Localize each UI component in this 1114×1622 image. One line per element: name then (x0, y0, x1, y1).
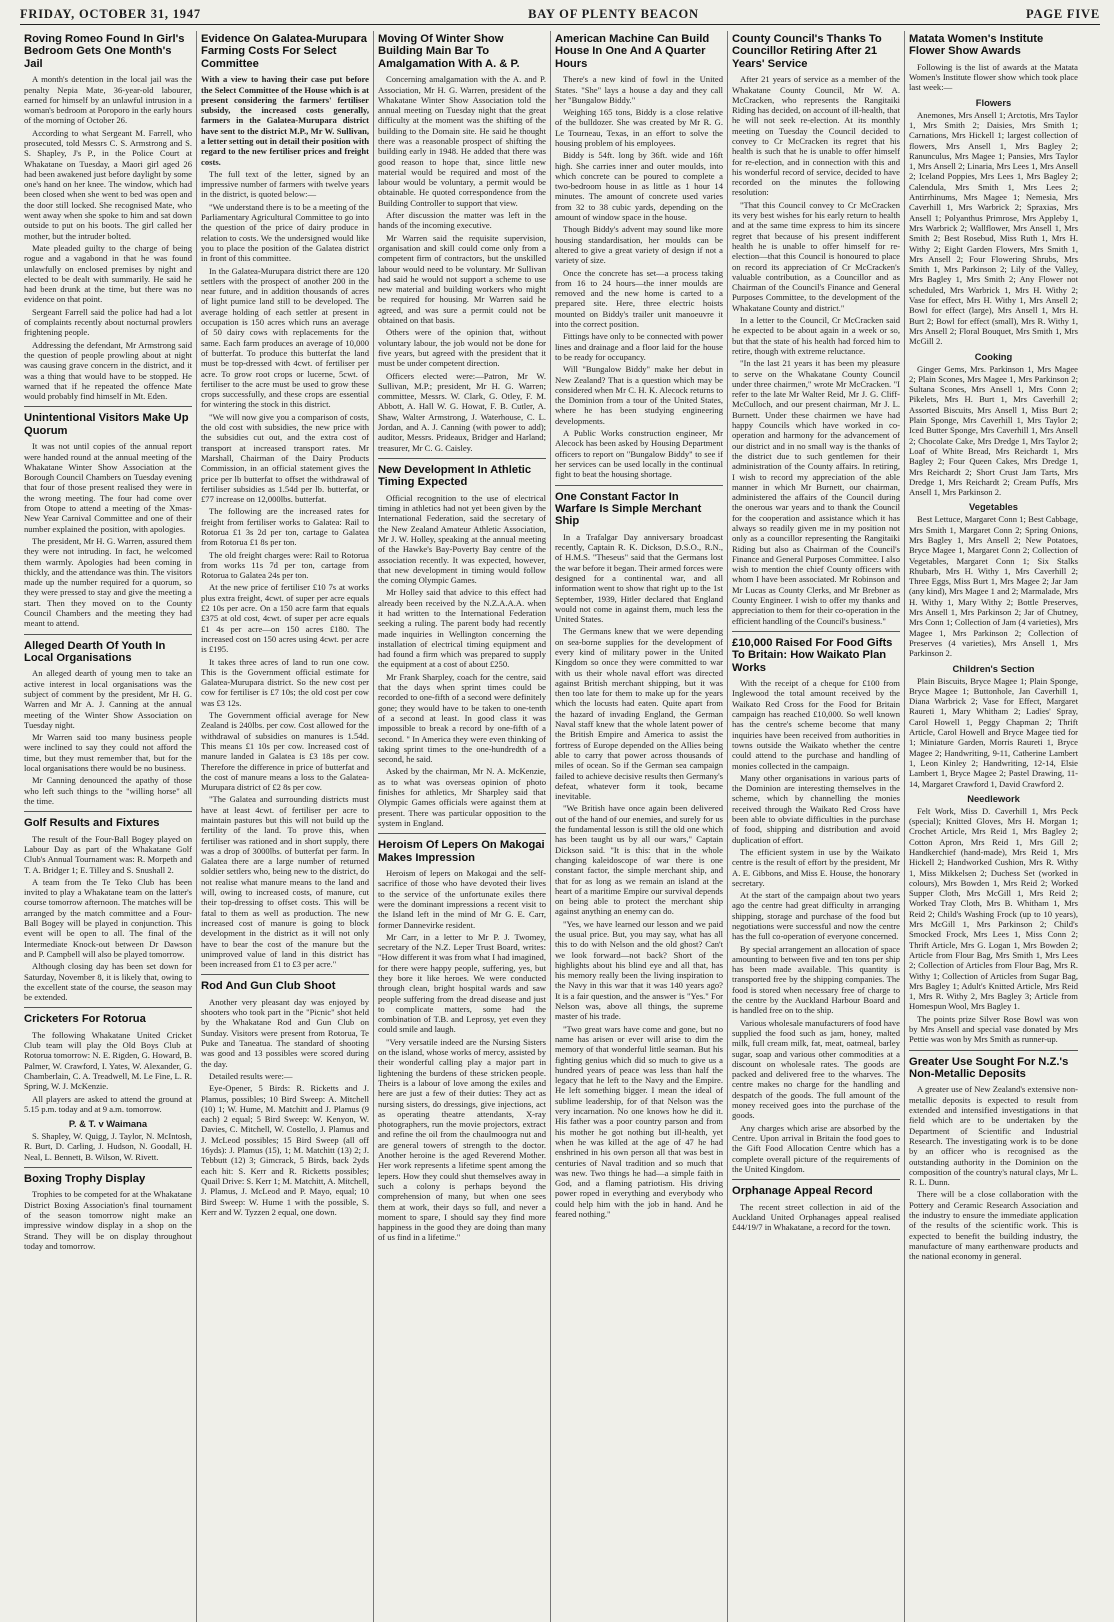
paragraph: Although closing day has been set down for Saturday, November 8, it is likely that, owing to the excellent state of the course, the season may be extended. (24, 961, 192, 1003)
divider (378, 833, 546, 834)
subheading: P. & T. v Waimana (68, 1118, 148, 1130)
paragraph: Officers elected were:—Patron, Mr W. Sullivan, M.P.; president, Mr H. G. Warren; committee, Messrs. W. Clark, G. Otley, F. M. Abbott, A. Hall W. G. Howat, F. B. Cutler, A. Shaw, Walter Armstrong, J. Waterhouse, C. L. Jordan, and A. J. Canning (with power to add); auditor, Messrs. Prideaux, Bridger and Harland; treasurer, Mr C. G. Caisley. (378, 370, 546, 453)
paragraph: The result of the Four-Ball Bogey played on Labour Day as part of the Whakatane Golf Club's Annual Tournament was: R. Morpeth and T. A. Bridger 1; E. Tilley and S. Snushall 2. (24, 833, 192, 875)
paragraph: Various wholesale manufacturers of food have supplied the food such as jam, honey, malted milk, full cream milk, fat, meat, oatmeal, barley sugar, soap and various other commodities at a discount on wholesale rates. The goods are packed and delivered free to the wharves. The centre makes no charge for the handling and despatch of the goods. The full amount of the money received goes into the purchase of the goods. (732, 1017, 900, 1121)
headline: American Machine Can Build House In One And A Quarter Hours (555, 33, 710, 70)
article-county-council-thanks (732, 33, 900, 626)
headline: Matata Women's Institute Flower Show Awards (909, 33, 1044, 58)
paragraph: Concerning amalgamation with the A. and P. Association, Mr H. G. Warren, president of the Whakatane Winter Show Association told the annual meeting on Tuesday night that the great difficulty at the moment was the shifting of the building to the Domain site. He said he thought there was a reasonable prospect of shifting the building early in 1948. He added that there was good reason to hope that, since little new material would be required and most of the labour would be voluntary, a permit would be obtainable. He quoted correspondence from the Building Controller to support that view. (378, 74, 546, 208)
section-heading: Needlework (967, 792, 1020, 804)
paragraph: Any charges which arise are absorbed by the Centre. Upon arrival in Britain the food goes to the Gift Food Allocation Centre which has a complete overall picture of the requirements of the United Kingdom. (732, 1122, 900, 1174)
divider (24, 1167, 192, 1168)
paragraph: The full text of the letter, signed by an impressive number of farmers with twelve years in the district, is quoted below:— (201, 168, 369, 200)
paragraph: Ginger Gems, Mrs. Parkinson 1, Mrs Magee 2; Plain Scones, Mrs Magee 1, Mrs Parkinson 2; Sultana Scones, Mrs Ansell 1, Mrs Conn 2; Pikelets, Mrs H. Burt 1, Mrs Caverhill 2; Assorted Biscuits, Mrs Ansell 1, Miss Burt 2; Plain Sponge, Mrs Caverhill 1, Mrs Taylor 2; Iced Butter Sponge, Mrs Caverhill 1, Mrs Ansell 2; Chocolate Cake, Mrs Dredge 1, Mrs Taylor 2; Loaf of White Bread, Mrs Reichardt 1, Mrs Bagley 2; Four Queen Cakes, Mrs Dredge 1, Mrs Reichardt 2; Short Crust Jam Tarts, Mrs Dredge 1, Mrs Reichardt 2; Cream Puffs, Mrs Ansell 1, Mrs Parkinson 2. (909, 363, 1078, 498)
article-dearth-of-youth (24, 640, 192, 807)
columns (20, 31, 1100, 1622)
paragraph: S. Shapley, W. Quigg, J. Taylor, N. McIntosh, R. Burt, D. Carling, J. Hudson, N. Goodall, H. Neal, L. Bennett, B. Wilson, W. Rivett. (24, 1131, 192, 1162)
section-heading: Vegetables (969, 501, 1018, 513)
paragraph: The recent street collection in aid of the Auckland United Orphanages appeal realised £44/19/7 in Whakatane, a record for the town. (732, 1201, 900, 1233)
paragraph: The following are the increased rates for freight from fertiliser works to Galatea: Rail to Rotorua £1 3s 2d per ton, cartage to Galatea from Rotorua £1 8s per ton. (201, 506, 369, 548)
headline: One Constant Factor In Warfare Is Simple Merchant Ship (555, 490, 702, 528)
paragraph: "We British have once again been delivered out of the hand of our enemies, and surely for us the fundamental lesson is still the old one which has been taught us by all our wars," Captain Dickson said. "It is this: that in the whole changing kaleidoscope of war there is one constant factor, the simple merchant ship, and that for as long as we remain an island at the heart of a maritime Empire our survival depends on being able to protect the merchant ship against anything an enemy can do. (555, 803, 723, 917)
paragraph: The Germans knew that we were depending on sea-borne supplies for the development of every kind of military power in the United Kingdom so once they were committed to war with us their whole naval effort was directed against British merchant shipping, but it was then too late for them to make up for the years which the locusts had eaten. Quite apart from the hazard of invading England, the German Naval staff knew that the whole latent power of the British Empire and America to assist the fortress of Europe depended on the Allies being able to carry that power across thousands of miles of ocean. So if the German sea campaign failed to achieve decisive results then Germany's defeat, whatever form it took, became inevitable. (555, 626, 723, 802)
divider (201, 974, 369, 975)
divider (378, 458, 546, 459)
paragraph: It takes three acres of land to run one cow. This is the Government official estimate for Galatea-Murupara district. So the new cost per cow for fertiliser is £7 10s; the old cost per cow was £3 12s. (201, 656, 369, 708)
paragraph: Mr Frank Sharpley, coach for the centre, said that the days when sprint times could be recorded to one-fifth of a second were definitely gone; they would have to be taken to one-tenth of a second at least. In good class it was impossible to break a record by one-fifth of a second. " In America they were even thinking of taking sprint times to the one-hundredth of a second, he said. (378, 671, 546, 765)
article-boxing-trophy (24, 1173, 192, 1251)
paragraph: According to what Sergeant M. Farrell, who prosecuted, told Messrs C. S. Armstrong and S. S. Shapley, J's P., in the Police Court at Whakatane on Tuesday, a Maori girl aged 26 had been awakened just before daylight by some one's hand on her knee. The window, which had been closed when she went to bed was open and the door still locked. She recognised Mate, who went away when she spoke to him and sat down outside to put on his boots. The girl called her mother, but the intruder bolted. (24, 127, 192, 241)
section-heading: Flowers (975, 96, 1012, 108)
paragraph: Mr Warren said the requisite supervision, organisation and skill could come only from a competent firm of contractors, but the unskilled labour would need to be voluntary. Mr Sullivan had said he would not support a scheme to use new material and building workers who might be required for housing. Mr Warren said he agreed, and was sure a permit could not be obtained on that basis. (378, 232, 546, 326)
paragraph: Eye-Opener, 5 Birds: R. Ricketts and J. Plamus, possibles; 10 Bird Sweep: A. Mitchell (10) 1; W. Hume, M. Matchitt and J. Plamus (9 each) 2 equal; 5 Bird Sweep: W. Kenyon, W. Davies, C. Mitchell, W. Costello, J. Plamus and J. McLeod possibles; 15 Bird Sweep (all off 16yds): J. Plamus (15), 1; M. Matchitt (13) 2; J. Tebbutt (12) 3; Gimcrack, 5 Birds, back 2yds each hit: S. Kerr and R. Ricketts possibles; Quail Drive: S. Kerr 1; M. Matchitt, A. Mitchell, J. Plamus, J. McLeod and P. Mayo, equal; 10 Bird Sweep: W. Hume 1 with the possible, S. Kerr and W. Tyzzen 2 equal, one down. (201, 1083, 369, 1217)
article-american-machine (555, 33, 723, 480)
headline: Rod And Gun Club Shoot (201, 980, 336, 993)
paragraph: "Yes, we have learned our lesson and we paid the usual price. But, you may say, what has all this to do with Nelson and the old ghost? Can't we look forward—not back? Short of the highlights about his blind eye and all that, has his memory really been the living inspiration to the Navy in this war that it was 140 years ago? It is a fair question, and the answer is "Yes." For Nelson was, above all things, the supreme master of his trade. (555, 918, 723, 1022)
paragraph: There will be a close collaboration with the Pottery and Ceramic Research Association and the industry to ensure the immediate application of the results of the scientific work. This is expected to benefit the building industry, the manufacture of many earthenware products and the national economy in general. (909, 1189, 1078, 1262)
paragraph: At the start of the campaign about two years ago the centre had great difficulty in arranging shipping, storage and purchase of the food but negotiations were successful and now the centre has the full co-operation of everyone concerned. (732, 890, 900, 942)
paragraph: In the Galatea-Murupara district there are 120 settlers with the prospect of another 200 in the near future, and in addition thousands of acres of light pumice land still to be developed. The average holding of each settler at present in occupation is 150 acres which runs an average of 50 dairy cows with replacements for the same. Each farm produces an average of 10,000 of butterfat. To produce this butterfat the land must be top-dressed with 4cwt. of fertiliser per acre. To grow root crops or lucerne, 5cwt. of fertiliser to the acre must be used to grow these crops successfully, and these crops are essential for wintering the stock in this district. (201, 265, 369, 410)
paragraph: The Government official average for New Zealand is 240lbs. per cow. Cost allowed for the withdrawal of subsidies on manures is 1.54d. This means £1 10s per cow. Increased cost of manure landed in Galatea is £3 18s per cow. Therefore the difference in price of butterfat and the cost of manure means a loss to the Galatea-Murupara district of £2 8s per cow. (201, 710, 369, 793)
paragraph: Felt Work, Miss D. Caverhill 1, Mrs Peck (special); Knitted Gloves, Mrs H. Morgan 1; Crochet Article, Mrs Reid 1, Mrs Bagley 2; Cotton Apron, Mrs Reid 1, Mrs Gill 2; Handkerchief (hand-made), Mrs Reid 1, Mrs Hickell 2; Handworked Cushion, Mrs R. Withy 1, Miss Mikkelsen 2; Duchess Set (worked in colours), Mrs Bowden 1, Mrs Reid 2; Worked Supper Cloth, Mrs McGill 1, Mrs Reid 2; Worked Tray Cloth, Mrs B. Whitham 1, Mrs Reid 2; Child's Washing Frock (up to 10 years), Mrs McGill 1, Mrs Parkinson 2; Child's Smocked Frock, Mrs Lees 1, Miss Conn 2; Thrift Article, Mrs G. Logan 1, Mrs Bowden 2; Article from Flour Bag, Mrs Smith 1, Mrs Lees 2; Collection of Articles from Flour Bag, Mrs R. Withy 1; Collection of Articles from Sugar Bag, Mrs Bagley 1; Adult's Knitted Article, Mrs Reid 1, Mrs R. Withy 2, Mrs Bagley 3; Article from Homespun Wool, Mrs Bagley 1. (909, 805, 1078, 1012)
article-roving-romeo (24, 33, 192, 401)
headline: Boxing Trophy Display (24, 1173, 146, 1186)
paragraph: Mr Canning denounced the apathy of those who left such things to the "willing horse" all the time. (24, 775, 192, 806)
paragraph: Weighing 165 tons, Biddy is a close relative of the bulldozer. She was created by Mr R. G. Le Tourneau, Texas, in an effort to solve the housing problem of his employees. (555, 107, 723, 148)
column-4 (551, 31, 728, 1622)
article-galatea-farming (201, 33, 369, 969)
paragraph: Others were of the opinion that, without voluntary labour, the job would not be done for five years, but agreed with the president that it must be under competent direction. (378, 327, 546, 369)
paragraph: Sergeant Farrell said the police had had a lot of complaints recently about nocturnal prowlers frightening people. (24, 306, 192, 338)
paragraph: "We understand there is to be a meeting of the Parliamentary Agricultural Committee to go into the question of the price of dairy produce in relation to costs. We the undersigned would like you to place the position of the Galatea district in front of this committee. (201, 201, 369, 264)
paragraph: Anemones, Mrs Ansell 1; Arctotis, Mrs Taylor 1, Mrs Smith 2; Daisies, Mrs Smith 1; Carnations, Mrs Hickell 1; largest collection of flowers, Mrs Ansell 1, Mrs Bagley 2; Ranunculus, Mrs Magee 1; Pansies, Mrs Taylor 1, Mrs Ansell 2; Linaria, Mrs Lees 1, Mrs Ansell 2; Iceland Poppies, Mrs Lees 1, Mrs Bagley 2; Calendula, Mrs Smith 1, Mrs Lees 2; Antirrhinums, Mrs Magee 1; Nemesia, Mrs Caverhill 1, Mrs Warbrick 2; Spraxias, Mrs Ansell 1; Polyanthus Primrose, Mrs Appleby 1, Mrs Warbrick 2; Wallflower, Mrs Ansell 1, Mrs Smith 2; Best Rosebud, Miss Ruth 1, Mrs H. Withy 2; Eight Garden Flowers, Mrs Smith 1, Mrs Ansell 2; Four Flowering Shrubs, Mrs Smith 1, Mrs Parkinson 2; Lily of the Valley, Mrs Bagley 1, Mrs Smith 2; Any Flower not scheduled, Mrs Warbrick 1, Mrs H. Withy 2; Vase for effect, Mrs H. Withy 1, Mrs Ansell 2; Bowl for effect (large), Mrs Ansell 1, Mrs H. Burt 2; Bowl for effect (small), Mrs R. Withy 1, Mrs Ansell 2; Floral Bouquet, Mrs Smith 1, Mrs McGill 2. (909, 109, 1078, 347)
paragraph: It was not until copies of the annual report were handed round at the annual meeting of the Whakatane Winter Show Association at the Borough Council Chambers on Tuesday evening that four of those present realised they were in the wrong meeting. The four had come over from Otope to attend a meeting of the Xmas-New Year Carnival Committee and one of their number explained the position, with apologies. (24, 441, 192, 534)
headline: Orphanage Appeal Record (732, 1185, 873, 1198)
paragraph: Fittings have only to be connected with power lines and drainage and a floor laid for the house to be ready for occupancy. (555, 331, 723, 362)
divider (24, 406, 192, 407)
paragraph: Mr Carr, in a letter to Mr P. J. Twomey, secretary of the N.Z. Leper Trust Board, writes: "How different it was from what I had imagined, for there were happy people, suffering, yes, but they bore it like heroes. We were conducted through clean, bright hospital wards and saw people suffering from the dread disease and just to complicate matters, some had the combination of T.B. and Leprosy, yet even they could smile and laugh. (378, 931, 546, 1035)
section-heading: Children's Section (952, 662, 1035, 674)
paragraph: Official recognition to the use of electrical timing in athletics had not yet been given by the International Federation, said the secretary of the New Zealand Amateur Athletic Association, Mr J. W. Holley, speaking at the annual meeting of the Hawke's Bay-Poverty Bay centre of the association recently. It was expected, however, that new development in timing would follow the coming Olympic Games. (378, 492, 546, 586)
headline: New Development In Athletic Timing Expected (378, 463, 532, 489)
column-1 (20, 31, 197, 1622)
divider (909, 1050, 1078, 1051)
article-rod-gun-club (201, 980, 369, 1217)
paragraph: In a letter to the Council, Cr McCracken said he expected to be about again in a week or so, but that the state of his health had forced him to retire, though with extreme reluctance. (732, 315, 900, 356)
article-golf-results (24, 817, 192, 1002)
article-lepers-makogai (378, 839, 546, 1243)
paragraph: The points prize Silver Rose Bowl was won by Mrs Ansell and special vase donated by Mrs Pettie was won by Mrs Smith as runner-up. (909, 1013, 1078, 1045)
column-3 (374, 31, 551, 1622)
headline: County Council's Thanks To Councillor Retiring After 21 Years' Service (732, 33, 882, 70)
paragraph: After 21 years of service as a member of the Whakatane County Council, Mr W. A. McCracken, who represents the Rangitaiki Riding has decided, on account of ill-health, that he will not seek re-election. At its monthly meeting on Tuesday the Council decided to convey to Cr McCracken its regret that his health is such that he is unable to offer himself for re-election, and in connection with this and his wonderful record of service, decided to have recorded on the minutes the following resolution: (732, 74, 900, 198)
paragraph: Mr Holley said that advice to this effect had already been received by the N.Z.A.A.A. when it had written to the International Federation seeking a ruling. The parent body had recently made inquiries in Wellington concerning the installation of electrical timing equipment and had found a firm which was prepared to supply the equipment at a cost of about £250. (378, 587, 546, 670)
paragraph: With the receipt of a cheque for £100 from Inglewood the total amount received by the Waikato Red Cross for the Food for Britain campaign has reached £10,000. So well known has the centre's scheme become that many inquiries have been received from authorities in towns outside the Waikato whether the centre could attend to the purchase and handling of monies collected in the campaign. (732, 678, 900, 771)
headline: Cricketers For Rotorua (24, 1013, 146, 1026)
paragraph: "We will now give you a comparison of costs, the old cost with subsidies, the new price with the subsidies cut out, and the extra cost of transport at increased transport rates. Mr Marshall, Chairman of the Dairy Products Commission, in an official statement gives the price per lb butterfat to offset the withdrawal of fertiliser subsidies as 1.54d per lb. butterfat, or £77 increase on 12,000lbs. butterfat. (201, 411, 369, 505)
paragraph: By special arrangement an allocation of space amounting to between five and ten tons per ship has been made available. This quantity is transported free by the shipping companies. The food is stored when necessary free of charge to the centre by the Auckland Harbour Board and is handled free on to the ship. (732, 943, 900, 1016)
paragraph: After discussion the matter was left in the hands of the incoming executive. (378, 210, 546, 231)
paragraph: Once the concrete has set—a process taking from 16 to 24 hours—the inner moulds are removed and the new home is carted to a prepared site. Here, three electric hoists mounted on Biddy's trailer unit manoeuvre it into the correct position. (555, 267, 723, 330)
headline: Moving Of Winter Show Building Main Bar To Amalgamation With A. & P. (378, 33, 520, 70)
column-6 (905, 31, 1082, 1622)
paragraph: The old freight charges were: Rail to Rotorua from works 11s 7d per ton, cartage from Rotorua to Galatea 24s per ton. (201, 549, 369, 581)
headline: Golf Results and Fixtures (24, 817, 160, 830)
divider (24, 1007, 192, 1008)
paragraph: Another very pleasant day was enjoyed by shooters who took part in the "Picnic" shot held by the Whakatane Rod and Gun Club on Sunday. Visitors were present from Rotorua, Te Puke and Taneatua. The standard of shooting was good and 13 possibles were scored during the day. (201, 996, 369, 1069)
article-non-metallic-deposits (909, 1056, 1078, 1262)
masthead (20, 6, 1100, 25)
paragraph: "Two great wars have come and gone, but no name has arisen or ever will arise to dim the memory of that wonderful little seaman. But his fighting genius which did so much to give us a hundred years of peace was less than half the legacy that he left to the Navy and the Empire. He left something bigger. I mean the ideal of sublime leadership, for of that Nelson was the very incarnation. No one knows how he did it. His father was a poor country parson and from his mother he got nothing but ill-health, yet when he was killed at the age of 47 he had enshrined in his own person all that was best in centuries of Naval tradition and so much that was new. Two things he had—a simple faith in God, and a flaming patriotism. His driving power roped in everything and everybody who could help him with the job in hand. And he feared nothing." (555, 1023, 723, 1220)
paragraph: A month's detention in the local jail was the penalty Nepia Mate, 36-year-old labourer, earned for himself by an unlawful intrusion in a woman's bedroom at Poroporo in the early hours of the morning of October 26. (24, 74, 192, 126)
article-orphanage-appeal (732, 1185, 900, 1232)
paragraph: All players are asked to attend the ground at 5.15 p.m. today and at 9 a.m. tomorrow. (24, 1093, 192, 1114)
headline: £10,000 Raised For Food Gifts To Britain: How Waikato Plan Works (732, 636, 893, 674)
paragraph: Detailed results were:— (209, 1070, 293, 1081)
paragraph: There's a new kind of fowl in the United States. "She" lays a house a day and they call her "Bungalow Biddy." (555, 74, 723, 105)
article-food-gifts-britain (732, 637, 900, 1174)
headline: Unintentional Visitors Make Up Quorum (24, 412, 189, 437)
masthead-paper: BAY OF PLENTY BEACON (528, 7, 699, 21)
paragraph: An alleged dearth of young men to take an active interest in local organisations was the subject of comment by the president, Mr H. G. Warren and Mr A. J. Canning at the annual meeting of the Winter Show Association on Tuesday night. (24, 668, 192, 730)
paragraph: Though Biddy's advent may sound like more housing standardisation, her moulds can be altered to give a great variety of design if not a variety of size. (555, 224, 723, 266)
section-heading: Cooking (974, 350, 1013, 362)
paragraph: Trophies to be competed for at the Whakatane District Boxing Association's final tournament of the season tomorrow night make an impressive window display in a shop on the Strand. They will be on display throughout today and tomorrow. (24, 1189, 192, 1251)
divider (732, 631, 900, 632)
paragraph: Best Lettuce, Margaret Conn 1; Best Cabbage, Mrs Smith 1, Margaret Conn 2; Spring Onions, Mrs Bagley 1, Mrs Ansell 2; New Potatoes, Bryce Magee 1, Margaret Conn 2; Collection of Vegetables, Margaret Conn 1; Six Stalks Rhubarb, Mrs H. Withy 1, Mrs Caverhill 2; Three Eggs, Miss Burt 1, Mrs Magee 2; Jar Jam (any kind), Mrs Magee 1 and 2; Marmalade, Mrs H. Withy 1, Mary Withy 2; Bottle Preserves, Mrs Ansell 1, Mrs Parkinson 2; Jar of Chutney, Mrs Conn 1; Collection of Jam (4 varieties), Mrs Magee 1, Mrs Parkinson 2; Collection of Preserves (4 varieties), Mrs Ansell 1, Mrs Parkinson 2. (909, 514, 1078, 659)
paragraph: In a Trafalgar Day anniversary broadcast recently, Captain R. K. Dickson, D.S.O., R.N., of H.M.S. "Theseus" said that the Germans lost the war before it began. Their armed forces were designed for a continental war, and all information went to show that right up to the 1st September, 1939, Hitler declared that England would not come in against them, much less the United States. (555, 531, 723, 625)
divider (24, 811, 192, 812)
article-winter-show (378, 33, 546, 453)
paragraph: The efficient system in use by the Waikato centre is the result of effort by the president, Mr A. E. Gibbons, and Miss E. House, the honorary secretary. (732, 846, 900, 888)
paragraph: Asked by the chairman, Mr N. A. McKenzie, as to what was overseas opinion of photo finishes for athletics, Mr Sharpley said that Olympic Games officials were against them at present. There was particular opposition to the system in England. (378, 766, 546, 828)
paragraph: "Very versatile indeed are the Nursing Sisters on the island, whose works of mercy, assisted by their wonderful calling play a major part in lightening the burdens of these stricken people. Theirs is a labour of love among the exiles and here are just a few of their duties: They act as nursing sisters, do dressings, give injections, act as operating theatre attendants, X-ray photographers, run the movie projectors, extract and refine the oil from the chaulmoogra nut and are general towers of strength to the doctor. Another heroine is the aged Reverend Mother. Her work represents a lifetime spent among the lepers. How they could shut themselves away in such a colony is perhaps beyond the comprehension of many, but when one sees them at work, their days so full, and never a moment to spare, I should say they find more happiness in the good they are doing than many of us find in a lifetime." (378, 1036, 546, 1243)
paragraph: At the new price of fertiliser £10 7s at works plus extra freight, 4cwt. of super per acre equals £2 10s per acre. On a 150 acre farm that equals £375 at old cost, 4cwt. of super per acre equals £1 4s per acre—on 150 acres £180. The increased cost on 150 acres using 4cwt. per acre is £195. (201, 582, 369, 655)
article-cricketers (24, 1013, 192, 1162)
paragraph: Addressing the defendant, Mr Armstrong said the question of people prowling about at night was causing grave concern in the district, and it was a thing that would have to be stopped. He warned that if he repeated the offence Mate would probably find himself in Mt. Eden. (24, 339, 192, 402)
paragraph: "That this Council convey to Cr McCracken its very best wishes for his early return to health and at the same time express to him its sincere regret that because of his present indifferent health he is unable to offer himself for re-election—that this Council is honoured to place on record its appreciation of Cr McCracken's valuable contribution, as a Councillor and as Chairman of the Council's Finance and General Purposes Committee, to the development of the Whakatane County and district." (732, 199, 900, 313)
masthead-date: FRIDAY, OCTOBER 31, 1947 (20, 7, 201, 21)
paragraph: Many other organisations in various parts of the Dominion are interesting themselves in the scheme, which by channelling the monies received through the Waikato Red Cross have been able to obviate difficulties in the purchase of food, shipping and distribution and avoid duplication of effort. (732, 772, 900, 845)
paragraph: "The Galatea and surrounding districts must have at least 4cwt. of fertiliser per acre to maintain pastures but this will not build up the fertility of the land. To prove this, when fertiliser was rationed and in short supply, there was a drop of 3000lbs. of butterfat per farm. In Galatea there are a large number of returned soldier settlers who, being new to the district, do not realise what manure means to the land and will, owing to increased costs, of manure, cut their top-dressing to offset costs. This will be fatal to them as well as production. The new increased cost of manure is going to block development in the district as it will not only have to bear the cost of the manure but the unimproved value of land in this district has been increased from £1 to £3 per acre." (201, 794, 369, 970)
divider (24, 634, 192, 635)
paragraph: The president, Mr H. G. Warren, assured them they were not intruding. In fact, he welcomed them warmly. Apologies had been coming in thickly, and the attendance was thin. The visitors made up the number required for a quorum, so they were pressed to stay and give the meeting a start. Then they moved on to the County Council Chambers and the meeting they had meant to attend. (24, 535, 192, 629)
masthead-page: PAGE FIVE (1026, 7, 1100, 21)
headline: Evidence On Galatea-Murupara Farming Costs For Select Committee (201, 33, 367, 70)
paragraph: A team from the Te Teko Club has been invited to play a Whakatane team on the latter's course tomorrow afternoon. The matches will be arranged by the match committee and a Four-Ball Bogey will be played in conjunction. This event will be open to all. The final of the Intermediate Knock-out between Dr Dawson and P. Campbell will also be played tomorrow. (24, 876, 192, 959)
intro-paragraph: With a view to having their case put before the Select Committee of the House which is at present considering the farmers' fertiliser subsidy, the increased costs generally, farmers in the Galatea-Murupara district have sent to the district M.P., Mr W. Sullivan, a letter setting out in detail their position with regard to the new fertiliser prices and freight costs. (201, 74, 369, 167)
column-5 (728, 31, 905, 1622)
article-unintentional-visitors (24, 412, 192, 628)
paragraph: Mate pleaded guilty to the charge of being rogue and a vagabond in that he was found unlawfully on enclosed premises by night and elected to be dealt with summarily. He said he had been drunk at the time, but there was no evidence on that point. (24, 242, 192, 305)
divider (555, 485, 723, 486)
headline: Roving Romeo Found In Girl's Bedroom Gets One Month's Jail (24, 33, 185, 70)
paragraph: Mr Warren said too many business people were inclined to say they could not afford the time, but they must remember that, but for the local organisations there would be no business. (24, 732, 192, 774)
article-merchant-ship (555, 491, 723, 1220)
paragraph: Plain Biscuits, Bryce Magee 1; Plain Sponge, Bryce Magee 1; Buttonhole, Jan Caverhill 1, Diana Warbrick 2; Vase for Effect, Margaret Raureti 1, Mary Whitham 2; Ladies' Spray, Carol Howell 1, Peggy Chapman 2; Thrift Article, Carol Howell and Bryce Magee tied for 1; Miniature Garden, Morris Raureti 1, Bryce Magee 2; Handwriting, 9-11, Catherine Lambert 1, Leon Kinley 2; Handwriting, 12-14, Elsie Lambert 1, Bryce Magee 2; Pastel Drawing, 11-14, Margaret Crawford 1, David Crawford 2. (909, 675, 1078, 789)
paragraph: "In the last 21 years it has been my pleasure to serve on the Whakatane County Council under three chairmen," wrote Mr McCracken. "I refer to the late Mr Walter Reid, Mr J. G. Cliff-McCulloch, and our present chairman, Mr J. L. Burnett. Under these chairmen we have had happy Councils which have worked in co-operation and harmony for the advancement of our district and in no small way is the thanks of the district due to such gentlemen for their administration of the County affairs. In retiring, I wish to record my appreciation of the able manner in which Mr Burnett, our chairman, administered the affairs of the Council during the onerous war years and to thank the Council for the cooperation and assistance which it has always so readily given me in my position not only as a councillor representing the Rangitaiki Riding but also as Chairman of the Council's Finance and General Purposes Committee. I also wish to mention the chief County officers with whom I have been associated. Mr Robinson and Mr Lucas as County Clerks, and Mr Brebner as County Engineer. I wish to offer my thanks and appreciation to them for their co-operation in the efficient handling of the Council's business." (732, 358, 900, 626)
headline: Greater Use Sought For N.Z.'s Non-Metallic Deposits (909, 1055, 1069, 1081)
paragraph: Heroism of lepers on Makogai and the self-sacrifice of those who have devoted their lives to the service of the unfortunate exiles there were the dominant impressions a recent visit to the Island left in the mind of Mr G. E. Carr, former Dannevirke resident. (378, 868, 546, 930)
paragraph: A greater use of New Zealand's extensive non-metallic deposits is expected to result from extended and intensified investigations in that field which are to be undertaken by the Department of Scientific and Industrial Research. The investigating work is to be done by an officer who is recognised as the outstanding authority in the Dominion on the composition of the country's natural clays, Mr L. R. L. Dunn. (909, 1084, 1078, 1188)
article-flower-show-awards (909, 33, 1078, 1045)
article-athletic-timing (378, 464, 546, 828)
column-2 (197, 31, 374, 1622)
paragraph: Following is the list of awards at the Matata Women's Institute flower show which took place last week:— (909, 61, 1078, 93)
paragraph: Biddy is 54ft. long by 36ft. wide and 16ft high. She carries inner and outer moulds, into which concrete can be poured to complete a two-bedroom house in as little as 1 hour 14 minutes. The amount of concrete used varies from 32 to 38 cubic yards, depending on the amount of window space in the house. (555, 150, 723, 223)
paragraph: The following Whakatane United Cricket Club team will play the Old Boys Club at Rotorua tomorrow: N. E. Rigden, G. Howard, B. Palmer, W. Crawford, I. Yates, W. Alexander, G. Chamberlain, C. A. Treadwell, M. Le Fine, L. R. Spring, W. J. McKenzie. (24, 1029, 192, 1092)
headline: Heroism Of Lepers On Makogai Makes Impression (378, 839, 545, 864)
headline: Alleged Dearth Of Youth In Local Organisations (24, 639, 166, 664)
paragraph: Will "Bungalow Biddy" make her debut in New Zealand? That is a question which may be considered when Mr C. H. K. Alecock returns to the Dominion from a tour of the United States, where he has been studying engineering developments. (555, 364, 723, 426)
paragraph: A Public Works construction engineer, Mr Alecock has been asked by Housing Department officers to report on "Bungalow Biddy" to see if her services can be used locally in the continual fight to beat the housing shortage. (555, 428, 723, 480)
divider (732, 1179, 900, 1180)
